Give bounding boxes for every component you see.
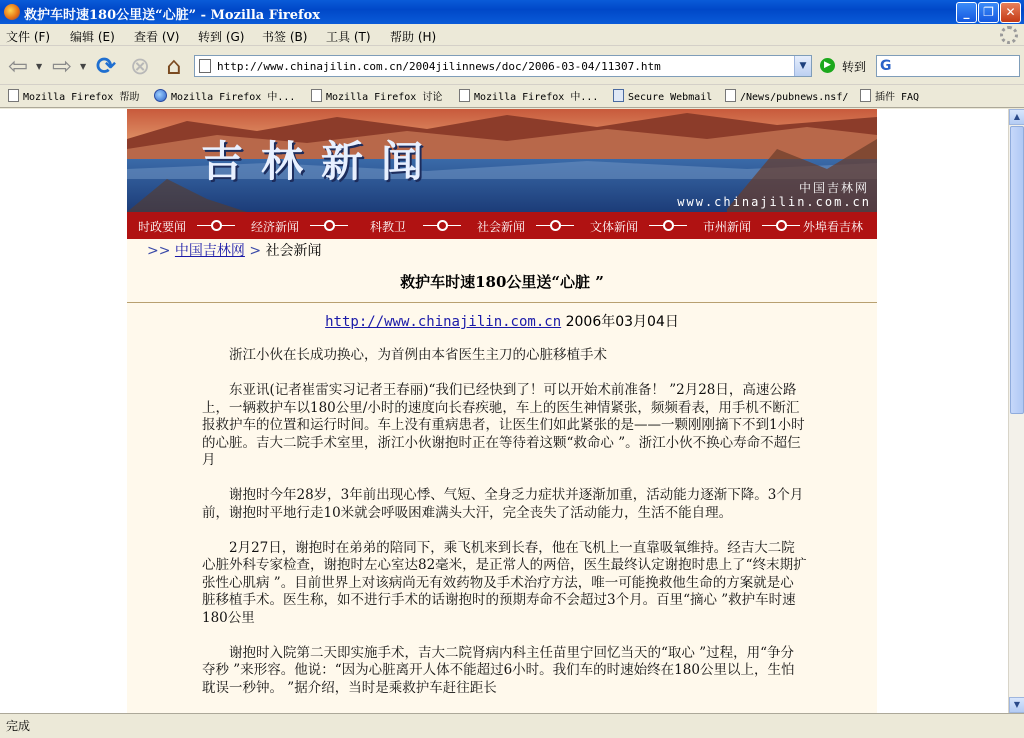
- nav-link[interactable]: 文体新闻: [590, 220, 639, 234]
- go-label: 转到: [842, 60, 867, 74]
- article-paragraph: 谢抱时入院第二天即实施手术，吉大二院肾病内科主任苗里宁回忆当天的“取心 ”过程，用“争分夺秒 ”来形容。他说：“因为心脏离开人体不能超过6小时。我们车的时速始终在180公里以上，生怕耽误一秒钟。 ”据介绍，当时是乘救护车赶往距长: [202, 644, 795, 696]
- bookmark-label: 插件 FAQ: [875, 92, 920, 103]
- source-link[interactable]: http://www.chinajilin.com.cn: [325, 314, 562, 330]
- forward-button[interactable]: [48, 52, 76, 80]
- nav-link[interactable]: 外埠看吉林: [803, 220, 864, 234]
- bookmark-label: Mozilla Firefox 中...: [171, 92, 296, 103]
- page-icon: [459, 89, 470, 102]
- breadcrumb-separator: >: [249, 243, 262, 259]
- reload-button[interactable]: [92, 52, 120, 80]
- menu-go[interactable]: 转到 (G): [198, 30, 245, 44]
- menu-file[interactable]: 文件 (F): [6, 30, 51, 44]
- breadcrumb-section: 社会新闻: [265, 243, 322, 259]
- menu-bar: [0, 24, 1024, 46]
- reload-icon: ⟳: [95, 52, 117, 80]
- navigation-toolbar: [0, 47, 1024, 85]
- url-input[interactable]: [217, 57, 787, 75]
- bookmarks-toolbar: [0, 86, 1024, 108]
- section-nav: [127, 212, 877, 239]
- nav-link[interactable]: 市州新闻: [703, 220, 752, 234]
- menu-help[interactable]: 帮助 (H): [390, 30, 437, 44]
- google-search-icon[interactable]: G: [880, 58, 892, 74]
- nav-link[interactable]: 经济新闻: [251, 220, 300, 234]
- title-divider: [127, 302, 877, 303]
- globe-icon: [154, 89, 167, 102]
- nav-separator: [762, 225, 800, 226]
- forward-history-dropdown[interactable]: ▼: [80, 62, 87, 71]
- go-button[interactable]: [820, 56, 872, 76]
- breadcrumb: [147, 240, 322, 260]
- menu-view[interactable]: 查看 (V): [134, 30, 180, 44]
- minimize-button[interactable]: _: [956, 2, 977, 23]
- page-icon: [8, 89, 19, 102]
- vertical-scrollbar[interactable]: [1008, 109, 1024, 713]
- menu-tools[interactable]: 工具 (T): [326, 30, 371, 44]
- news-page: [127, 109, 877, 713]
- close-button[interactable]: ✕: [1000, 2, 1021, 23]
- nav-separator: [649, 225, 687, 226]
- url-history-dropdown[interactable]: ▼: [794, 56, 811, 76]
- status-bar: [0, 713, 1024, 738]
- article-date: 2006年03月04日: [565, 314, 679, 330]
- article-paragraph: 浙江小伙在长成功换心，为首例由本省医生主刀的心脏移植手术: [229, 347, 607, 363]
- page-icon: [725, 89, 736, 102]
- search-box[interactable]: [876, 55, 1020, 77]
- site-name: 中国吉林网: [798, 181, 869, 195]
- bookmark-label: Mozilla Firefox 中...: [474, 92, 599, 103]
- bookmark-item[interactable]: [860, 89, 919, 105]
- nav-separator: [423, 225, 461, 226]
- nav-separator: [310, 225, 348, 226]
- title-bar: [0, 0, 1024, 24]
- nav-link[interactable]: 时政要闻: [138, 220, 187, 234]
- bookmark-label: Mozilla Firefox 讨论: [326, 92, 443, 103]
- page-icon: [860, 89, 871, 102]
- home-button[interactable]: [160, 52, 188, 80]
- article-paragraph: 2月27日，谢抱时在弟弟的陪同下，乘飞机来到长春，他在飞机上一直靠吸氧维持。经吉大二院心脏外科专家检查，谢抱时左心室达82毫米，是正常人的两倍，医生最终认定谢抱时患上了“终末期扩张性心肌病 ”。目前世界上对该病尚无有效药物及手术治疗方法，唯一可能挽救他生命的方案就是心脏移植手术。医生称，如不进行手术的话谢抱时的预期寿命不会超过3个月。百里“摘心 ”救护车时速180公里: [202, 539, 807, 626]
- back-arrow-icon: ⇦: [7, 52, 29, 80]
- page-icon: [199, 59, 211, 73]
- bookmark-item[interactable]: [8, 89, 139, 105]
- bookmark-label: Mozilla Firefox 帮助: [23, 92, 140, 103]
- web-content: [0, 109, 1008, 713]
- nav-separator: [536, 225, 574, 226]
- status-text: 完成: [6, 719, 31, 733]
- bookmark-item[interactable]: [311, 89, 442, 105]
- stop-icon: ⊗: [129, 52, 151, 80]
- back-history-dropdown[interactable]: ▼: [36, 62, 43, 71]
- nav-link[interactable]: 科教卫: [370, 220, 407, 234]
- page-icon: [311, 89, 322, 102]
- search-input[interactable]: [901, 57, 1015, 75]
- article-body: [202, 347, 807, 713]
- nav-separator: [197, 225, 235, 226]
- secure-icon: [613, 89, 624, 102]
- back-button[interactable]: [4, 52, 32, 80]
- firefox-icon: [4, 4, 20, 20]
- nav-link[interactable]: 社会新闻: [477, 220, 526, 234]
- article-source-line: [127, 311, 877, 331]
- bookmark-label: Secure Webmail: [628, 92, 713, 103]
- window-title: 救护车时速180公里送“心脏” - Mozilla Firefox: [24, 8, 321, 23]
- bookmark-item[interactable]: [154, 89, 295, 105]
- scroll-down-button[interactable]: ▼: [1009, 697, 1024, 713]
- forward-arrow-icon: ⇨: [51, 52, 73, 80]
- go-arrow-icon: ▶: [820, 58, 835, 73]
- article-paragraph: 谢抱时今年28岁，3年前出现心悸、气短、全身乏力症状并逐渐加重，活动能力逐渐下降。3个月前，谢抱时平地行走10米就会呼吸困难满头大汗，完全丧失了活动能力，生活不能自理。: [202, 487, 804, 521]
- bookmark-item[interactable]: [725, 89, 848, 105]
- address-bar[interactable]: [194, 55, 812, 77]
- maximize-button[interactable]: ❐: [978, 2, 999, 23]
- menu-bookmarks[interactable]: 书签 (B): [262, 30, 308, 44]
- breadcrumb-arrow: >>: [147, 243, 171, 259]
- site-title: 吉林新闻: [201, 137, 442, 186]
- bookmark-item[interactable]: [613, 89, 712, 105]
- home-icon: ⌂: [166, 52, 182, 80]
- article-title: 救护车时速180公里送“心脏 ”: [400, 273, 604, 291]
- bookmark-item[interactable]: [459, 89, 598, 105]
- scroll-thumb[interactable]: [1010, 126, 1024, 414]
- breadcrumb-home-link[interactable]: 中国吉林网: [174, 243, 245, 259]
- menu-edit[interactable]: 编辑 (E): [70, 30, 115, 44]
- scroll-up-button[interactable]: ▲: [1009, 109, 1024, 125]
- article-paragraph: 东亚讯(记者崔雷实习记者王春丽)“我们已经快到了！可以开始术前准备！ ”2月28日，高速公路上，一辆救护车以180公里/小时的速度向长春疾驰，车上的医生神情紧张，频频看表，用手机不断汇报救护车的位置和运行时间。车上没有重病患者，让医生们如此紧张的是——一颗刚刚摘下不到1小时的心脏。吉大二院手术室里，浙江小伙谢抱时正在等待着这颗“救命心 ”。浙江小伙不换心寿命不超仨月: [202, 382, 805, 468]
- bookmark-label: /News/pubnews.nsf/: [740, 92, 849, 103]
- stop-button[interactable]: [126, 52, 154, 80]
- throbber-icon: [1000, 26, 1018, 44]
- site-url: www.chinajilin.com.cn: [677, 195, 871, 209]
